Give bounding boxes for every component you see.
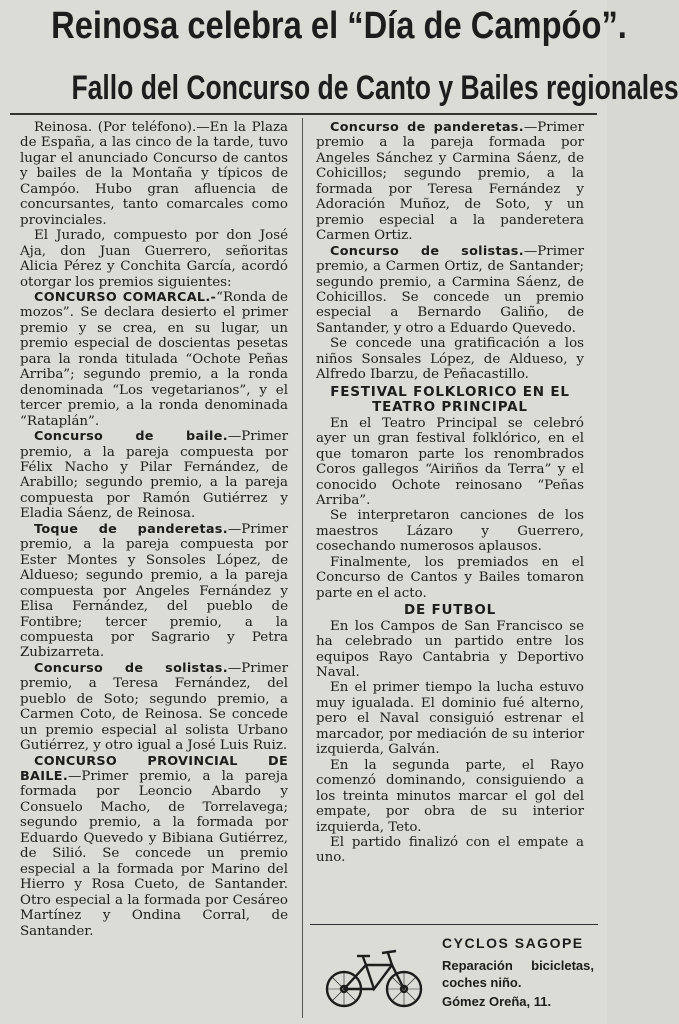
subheadline: Fallo del Concurso de Canto y Bailes regionales — [71, 69, 679, 107]
festival-heading: FESTIVAL FOLKLORICO EN EL TEATRO PRINCIPAL — [330, 383, 570, 416]
jury-paragraph: El Jurado, compuesto por don José Aja, don Juan Guerrero, señoritas Alicia Pérez y Conchita García, acordó otorgar los premios siguientes: — [20, 228, 288, 290]
solistas-right-body: —Primer premio, a Carmen Ortiz, de Santander; segundo premio, a Carmina Sáenz, de Cohicillos. Se concede un premio especial a Bernardo Galiño, de Santander, y otro a Eduardo Quevedo. — [316, 243, 584, 336]
headline: Reinosa celebra el “Día de Campóo”. — [51, 5, 627, 47]
baile-paragraph — [20, 429, 288, 522]
panderetas-paragraph — [316, 120, 584, 244]
solistas-body: —Primer premio, a Teresa Fernández, del pueblo de Soto; segundo premio, a Carmen Coto, de Reinosa. Se concede un premio especial al solista Urbano Gutiérrez, y otro igual a José Luis Ruiz. — [20, 660, 288, 754]
toque-paragraph — [20, 522, 288, 661]
panderetas-heading: Concurso de panderetas. — [330, 120, 524, 135]
comarcal-body: “Ronda de mozos”. Se declara desierto el primer premio y se crea, en su lugar, un premio especial de doscientas pesetas para la ronda titulada “Ochote Peñas Arriba”; segundo premio, a la ronda denominada “Los vegetarianos”, y el tercer premio, a la ronda denominada “Rataplán”. — [20, 289, 288, 429]
gratificacion-paragraph: Se concede una gratificación a los niños Sonsales López, de Aldueso, y Alfredo Ibarzu, de Peñacastillo. — [316, 336, 584, 383]
futbol-paragraph-3: En la segunda parte, el Rayo comenzó dominando, consiguiendo a los treinta minutos marcar el gol del empate, por obra de su interior izquierda, Teto. — [316, 757, 584, 835]
column-rule — [302, 118, 303, 1018]
toque-heading: Toque de panderetas. — [34, 521, 228, 537]
futbol-paragraph-4: El partido finalizó con el empate a uno. — [316, 834, 584, 866]
festival-paragraph-1: En el Teatro Principal se celebró ayer un gran festival folklórico, en el que tomaron parte los renombrados Coros gallegos “Airiños da Terra” y el conocido Ochote reinosano “Peñas Arriba”. — [316, 415, 584, 508]
festival-paragraph-3: Finalmente, los premiados en el Concurso de Cantos y Bailes tomaron parte en el acto. — [316, 554, 584, 601]
solistas-right-paragraph — [316, 244, 584, 337]
ad-title: CYCLOS SAGOPE — [442, 935, 584, 951]
provincial-body: —Primer premio, a la pareja formada por Leoncio Abardo y Consuelo Macho, de Torrelavega; segundo premio, a la formada por Eduardo Quevedo y Bibiana Gutiérrez, de Silió. Se concede un premio especial a la formada por Marino del Hierro y Rosa Cueto, de Santander. Otro especial a la formada por Cesáreo Martínez y Ondina Corral, de Santander. — [20, 769, 288, 939]
festival-paragraph-2: Se interpretaron canciones de los maestros Lázaro y Guerrero, cosechando numerosos aplausos. — [316, 508, 584, 555]
solistas-paragraph — [20, 661, 288, 754]
panderetas-body: —Primer premio a la pareja formada por Angeles Sánchez y Carmina Sáenz, de Cohicillos; segundo premio, a la formada por Teresa Fernández y Adoración Muñoz, de Soto, y un premio especial a la panderetera Carmen Ortiz. — [316, 120, 584, 244]
futbol-heading: DE FUTBOL — [403, 602, 497, 619]
intro-paragraph: Reinosa. (Por teléfono).—En la Plaza de España, a las cinco de la tarde, tuvo lugar el anunciado Concurso de cantos y bailes de la Montaña y típicos de Campóo. Hubo gran afluencia de concursantes, tanto comarcales como provinciales. — [20, 120, 288, 228]
futbol-paragraph-1: En los Campos de San Francisco se ha celebrado un partido entre los equipos Rayo Cantabria y Deportivo Naval. — [316, 618, 584, 680]
left-column — [20, 120, 288, 939]
comarcal-heading: CONCURSO COMARCAL.- — [34, 289, 217, 305]
futbol-paragraph-2: En el primer tiempo la lucha estuvo muy igualada. El dominio fué alterno, pero el Naval consiguió estrenar el marcador, por mediación de su interior izquierda, Galván. — [316, 680, 584, 758]
solistas-right-heading: Concurso de solistas. — [330, 243, 524, 259]
advertisement-box — [310, 924, 598, 1021]
headline-rule — [10, 113, 597, 115]
ad-line-1: Reparación bicicletas, coches niño. — [442, 958, 594, 990]
baile-body: —Primer premio, a la pareja compuesta por Félix Nacho y Pilar Fernández, de Arabillo; segundo premio, a la pareja compuesta por Ramón Gutiérrez y Eladia Sáenz, de Reinosa. — [20, 429, 288, 522]
provincial-heading: CONCURSO PROVINCIAL DE BAILE. — [20, 753, 288, 785]
ad-line-2: Gómez Oreña, 11. — [442, 994, 552, 1009]
solistas-heading: Concurso de solistas. — [34, 660, 228, 676]
comarcal-paragraph — [20, 290, 288, 429]
baile-heading: Concurso de baile. — [34, 429, 228, 445]
toque-body: —Primer premio, a la pareja compuesta por Ester Montes y Sonsoles López, de Aldueso; segundo premio, a la pareja compuesta por Angeles Fernández y Elisa Fernández, del pueblo de Fontibre; tercer premio, a la compuesta por Sagrario y Petra Zubizarreta. — [20, 521, 288, 661]
provincial-paragraph — [20, 754, 288, 939]
right-column — [316, 120, 584, 866]
bicycle-icon — [322, 939, 426, 1011]
